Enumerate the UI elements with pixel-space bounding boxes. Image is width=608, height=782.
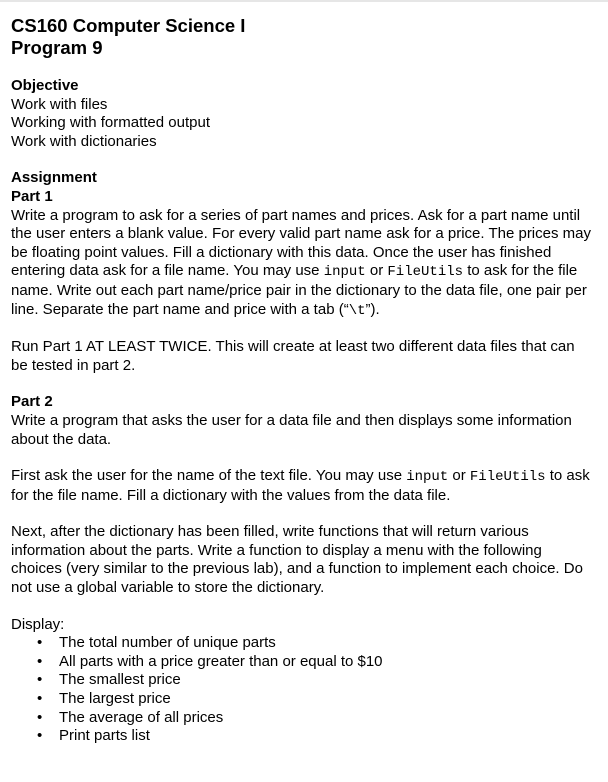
list-item: • The largest price bbox=[37, 690, 171, 708]
list-item: • The average of all prices bbox=[37, 708, 224, 726]
part2-heading: Part 2 bbox=[11, 393, 53, 411]
program-title: Program 9 bbox=[11, 37, 103, 58]
code-fileutils: FileUtils bbox=[469, 469, 546, 486]
display-list bbox=[11, 634, 591, 746]
code-input: input bbox=[406, 469, 449, 486]
objective-item: Work with dictionaries bbox=[11, 132, 157, 150]
part2-file-paragraph: First ask the user for the name of the text file. You may use input or FileUtils to ask for the file name. Fill a dictionary with the values from the data file. bbox=[11, 467, 590, 504]
bullet-icon: • bbox=[37, 727, 43, 745]
list-item: • The total number of unique parts bbox=[37, 634, 276, 652]
part2-functions-paragraph: Next, after the dictionary has been filled, write functions that will return various information about the parts. Write a function to display a menu with the following choices (very similar to the previous lab), and a function to implement each choice. Do not use a global variable to store the dictionary. bbox=[11, 523, 583, 597]
document-page bbox=[11, 15, 591, 746]
list-item: • All parts with a price greater than or equal to $10 bbox=[37, 652, 383, 670]
assignment-heading: Assignment bbox=[11, 169, 97, 187]
top-border-line bbox=[0, 0, 608, 2]
part1-run-note: Run Part 1 AT LEAST TWICE. This will create at least two different data files that can be tested in part 2. bbox=[11, 338, 575, 374]
bullet-icon: • bbox=[37, 708, 43, 726]
code-tab: \t bbox=[348, 302, 366, 319]
part2-intro: Write a program that asks the user for a data file and then displays some information about the data. bbox=[11, 411, 572, 448]
code-fileutils: FileUtils bbox=[387, 264, 464, 281]
course-title: CS160 Computer Science I bbox=[11, 15, 246, 36]
bullet-icon: • bbox=[37, 634, 43, 652]
list-item: • The smallest price bbox=[37, 671, 181, 689]
part1-heading: Part 1 bbox=[11, 187, 53, 205]
bullet-icon: • bbox=[37, 690, 43, 708]
list-item: • Print parts list bbox=[37, 727, 150, 745]
code-input: input bbox=[323, 264, 366, 281]
objective-item: Working with formatted output bbox=[11, 114, 210, 132]
bullet-icon: • bbox=[37, 671, 43, 689]
part1-paragraph: Write a program to ask for a series of part names and prices. Ask for a part name until the user enters a blank value. For every valid part name ask for a price. The prices may be floating point values. Fill a dictionary with this data. Once the user has finished entering data ask for a file name. You may use input or FileUtils to ask for the file name. Write out each part name/price pair in the dictionary to the data file, one pair per line. Separate the part name and price with a tab (“\t”). bbox=[11, 206, 591, 319]
bullet-icon: • bbox=[37, 652, 43, 670]
display-label: Display: bbox=[11, 615, 65, 633]
objective-item: Work with files bbox=[11, 95, 108, 113]
objective-heading: Objective bbox=[11, 77, 79, 94]
